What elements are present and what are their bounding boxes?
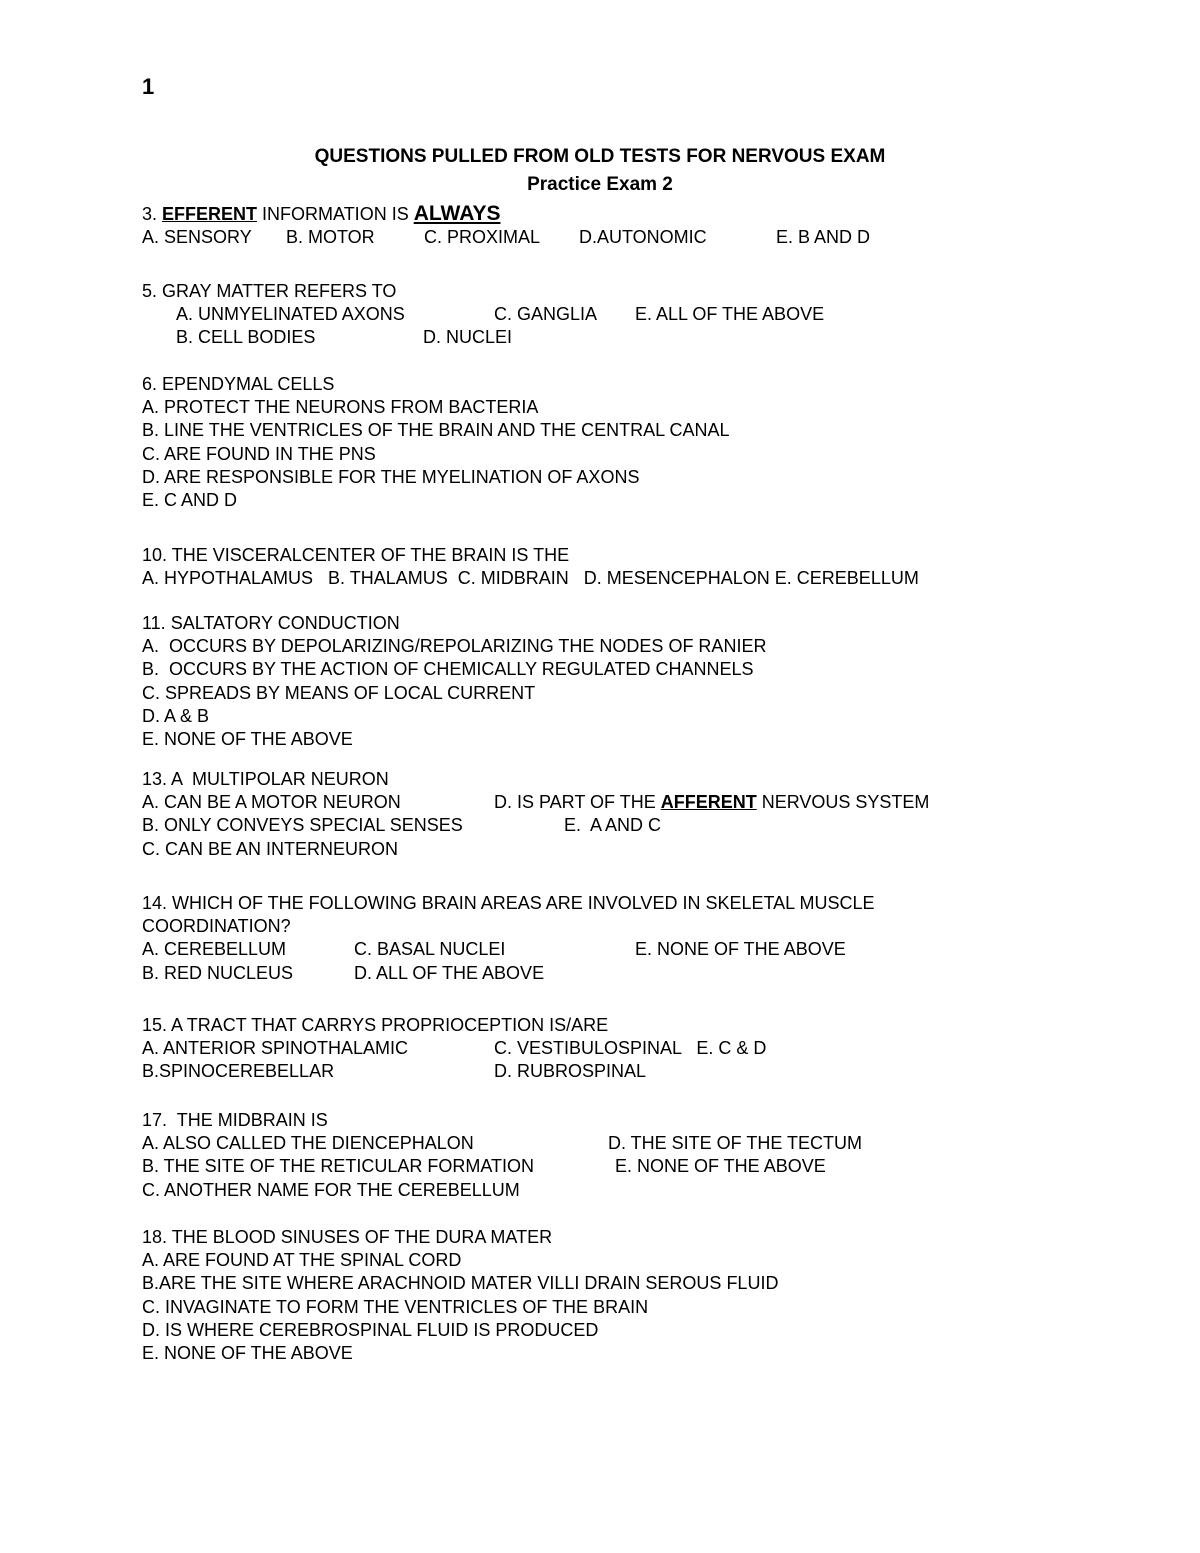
q13-option-e: E. A AND C	[564, 815, 662, 836]
q14-stem2-text: COORDINATION?	[142, 916, 291, 937]
q10-stem-text: 10. THE VISCERALCENTER OF THE BRAIN IS THE	[142, 545, 570, 565]
q15-option-b: B.SPINOCEREBELLAR	[142, 1061, 335, 1082]
q5-option-d: D. NUCLEI	[423, 327, 513, 348]
q3-option-a: A. SENSORY	[142, 227, 252, 247]
q5-option-e: E. ALL OF THE ABOVE	[635, 304, 825, 325]
q17-option-a: A. ALSO CALLED THE DIENCEPHALON	[142, 1133, 474, 1154]
q13-afferent: AFFERENT	[660, 792, 757, 813]
q3-efferent: EFFERENT	[162, 204, 258, 224]
q5-option-a: A. UNMYELINATED AXONS	[176, 304, 405, 325]
q17-option-b: B. THE SITE OF THE RETICULAR FORMATION	[142, 1156, 535, 1177]
q11-option-a-text: A. OCCURS BY DEPOLARIZING/REPOLARIZING THE NODES OF RANIER	[142, 636, 767, 657]
q6-option-b-text: B. LINE THE VENTRICLES OF THE BRAIN AND THE CENTRAL CANAL	[142, 420, 730, 441]
q14-option-e: E. NONE OF THE ABOVE	[635, 939, 846, 960]
q3-always: ALWAYS	[413, 202, 501, 225]
q18-option-c-text: C. INVAGINATE TO FORM THE VENTRICLES OF THE BRAIN	[142, 1296, 649, 1317]
q18-option-a-text: A. ARE FOUND AT THE SPINAL CORD	[142, 1250, 462, 1271]
q17-option-d: D. THE SITE OF THE TECTUM	[608, 1133, 863, 1154]
q14-stem1-text: 14. WHICH OF THE FOLLOWING BRAIN AREAS ARE INVOLVED IN SKELETAL MUSCLE	[142, 893, 875, 913]
page-number: 1	[142, 74, 155, 99]
q13-option-c: C. CAN BE AN INTERNEURON	[142, 838, 399, 859]
q18-stem-text: 18. THE BLOOD SINUSES OF THE DURA MATER	[142, 1227, 553, 1247]
q18-option-d-text: D. IS WHERE CEREBROSPINAL FLUID IS PRODUCED	[142, 1319, 599, 1340]
q11-option-b-text: B. OCCURS BY THE ACTION OF CHEMICALLY REGULATED CHANNELS	[142, 659, 754, 680]
q11-stem-text: 11. SALTATORY CONDUCTION	[142, 613, 400, 633]
page-title: QUESTIONS PULLED FROM OLD TESTS FOR NERVOUS EXAM	[314, 146, 886, 167]
q11-option-c-text: C. SPREADS BY MEANS OF LOCAL CURRENT	[142, 682, 536, 703]
q13-stem-text: 13. A MULTIPOLAR NEURON	[142, 769, 389, 789]
q13-option-b: B. ONLY CONVEYS SPECIAL SENSES	[142, 815, 463, 836]
q13-option-d-suffix: NERVOUS SYSTEM	[756, 792, 930, 813]
q3-mid: INFORMATION IS	[257, 204, 414, 224]
q17-option-c: C. ANOTHER NAME FOR THE CEREBELLUM	[142, 1179, 520, 1200]
q6-option-d-text: D. ARE RESPONSIBLE FOR THE MYELINATION OF AXONS	[142, 466, 640, 487]
q3-option-c: C. PROXIMAL	[424, 227, 541, 247]
page-subtitle: Practice Exam 2	[527, 174, 673, 195]
q3-option-b: B. MOTOR	[286, 227, 375, 247]
q11-option-e-text: E. NONE OF THE ABOVE	[142, 728, 353, 749]
q5-option-b: B. CELL BODIES	[176, 327, 316, 348]
q18-option-b-text: B.ARE THE SITE WHERE ARACHNOID MATER VILLI DRAIN SEROUS FLUID	[142, 1273, 779, 1294]
q14-option-b: B. RED NUCLEUS	[142, 962, 294, 983]
q13-option-d-prefix: D. IS PART OF THE	[494, 792, 661, 813]
q14-option-a: A. CEREBELLUM	[142, 939, 287, 960]
q6-option-e-text: E. C AND D	[142, 489, 238, 510]
q15-option-c-e: C. VESTIBULOSPINAL E. C & D	[494, 1038, 767, 1059]
q3-prefix: 3.	[142, 204, 163, 224]
q15-stem-text: 15. A TRACT THAT CARRYS PROPRIOCEPTION IS/ARE	[142, 1015, 609, 1035]
q15-option-d: D. RUBROSPINAL	[494, 1061, 647, 1082]
q3-option-d: D.AUTONOMIC	[579, 227, 707, 247]
q13-option-d	[494, 791, 929, 814]
q11-option-d-text: D. A & B	[142, 705, 210, 726]
q6-option-a-text: A. PROTECT THE NEURONS FROM BACTERIA	[142, 397, 539, 418]
q15-option-a: A. ANTERIOR SPINOTHALAMIC	[142, 1038, 409, 1059]
q5-stem-text: 5. GRAY MATTER REFERS TO	[142, 281, 397, 301]
q13-option-a: A. CAN BE A MOTOR NEURON	[142, 792, 401, 813]
q10-options-text: A. HYPOTHALAMUS B. THALAMUS C. MIDBRAIN D. MESENCEPHALON E. CEREBELLUM	[142, 568, 919, 589]
q14-option-c: C. BASAL NUCLEI	[354, 939, 506, 960]
q5-option-c: C. GANGLIA	[494, 304, 598, 325]
q14-option-d: D. ALL OF THE ABOVE	[354, 962, 545, 983]
q17-stem-text: 17. THE MIDBRAIN IS	[142, 1110, 328, 1130]
q6-option-c-text: C. ARE FOUND IN THE PNS	[142, 443, 376, 464]
q18-option-e-text: E. NONE OF THE ABOVE	[142, 1342, 353, 1363]
q17-option-e: E. NONE OF THE ABOVE	[615, 1156, 826, 1177]
q6-stem-text: 6. EPENDYMAL CELLS	[142, 374, 335, 394]
q3-option-e: E. B AND D	[776, 227, 871, 247]
